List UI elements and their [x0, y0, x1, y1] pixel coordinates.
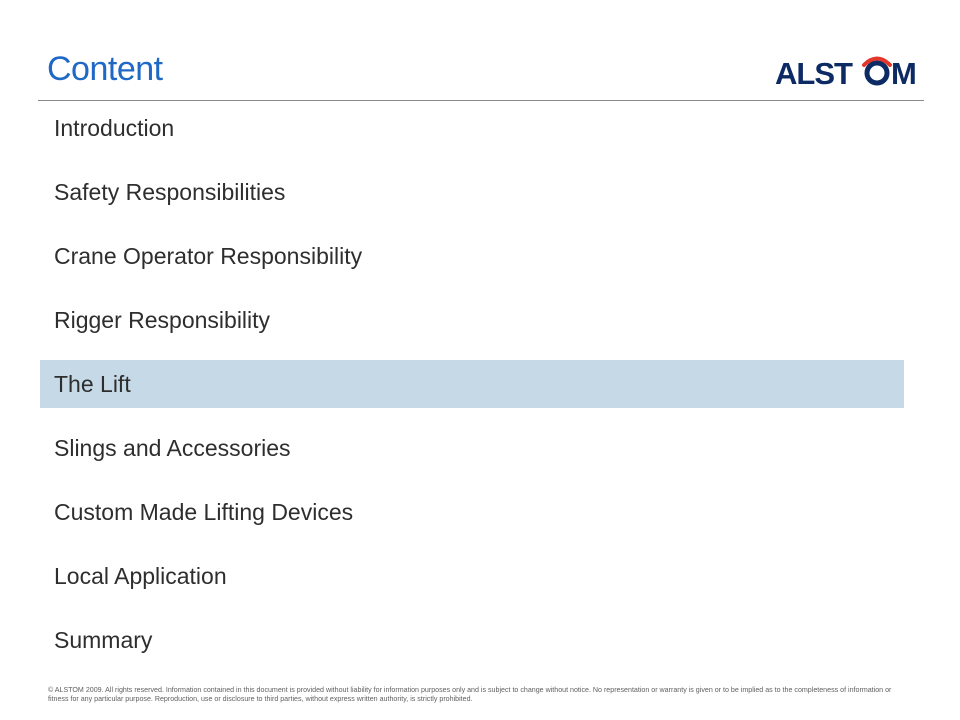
toc-item-crane-operator-responsibility[interactable] [40, 232, 904, 280]
toc-item-label: Custom Made Lifting Devices [54, 498, 354, 525]
alstom-logo [775, 54, 927, 90]
toc-item-slings-and-accessories[interactable] [40, 424, 904, 472]
toc-item-the-lift[interactable] [40, 360, 904, 408]
toc-item-label: Summary [54, 626, 153, 653]
page-title: Content [47, 50, 163, 88]
copyright-footer: © ALSTOM 2009. All rights reserved. Information contained in this document is provided without liability for information purposes only and is subject to change without notice. No representation or warranty is given or to be implied as to the completeness of information or fitness for any particular purpose. Reproduction, use or disclosure to third parties, without express written authority, is strictly prohibited. [48, 686, 892, 703]
toc-item-introduction[interactable] [40, 104, 904, 152]
toc-item-local-application[interactable] [40, 552, 904, 600]
toc-item-label: Introduction [54, 114, 175, 141]
svg-text:ALST: ALST [775, 56, 852, 90]
toc-item-label: Safety Responsibilities [54, 178, 286, 205]
table-of-contents [40, 104, 904, 680]
toc-item-rigger-responsibility[interactable] [40, 296, 904, 344]
toc-item-custom-made-lifting-devices[interactable] [40, 488, 904, 536]
toc-item-label: Local Application [54, 562, 227, 589]
toc-item-label: Rigger Responsibility [54, 306, 271, 333]
toc-item-label: Crane Operator Responsibility [54, 242, 363, 269]
toc-item-label: Slings and Accessories [54, 434, 291, 461]
toc-item-safety-responsibilities[interactable] [40, 168, 904, 216]
svg-text:M: M [891, 56, 917, 90]
toc-item-label: The Lift [54, 370, 131, 397]
logo-o-mark [864, 59, 890, 84]
title-divider [38, 100, 924, 101]
toc-item-summary[interactable] [40, 616, 904, 664]
